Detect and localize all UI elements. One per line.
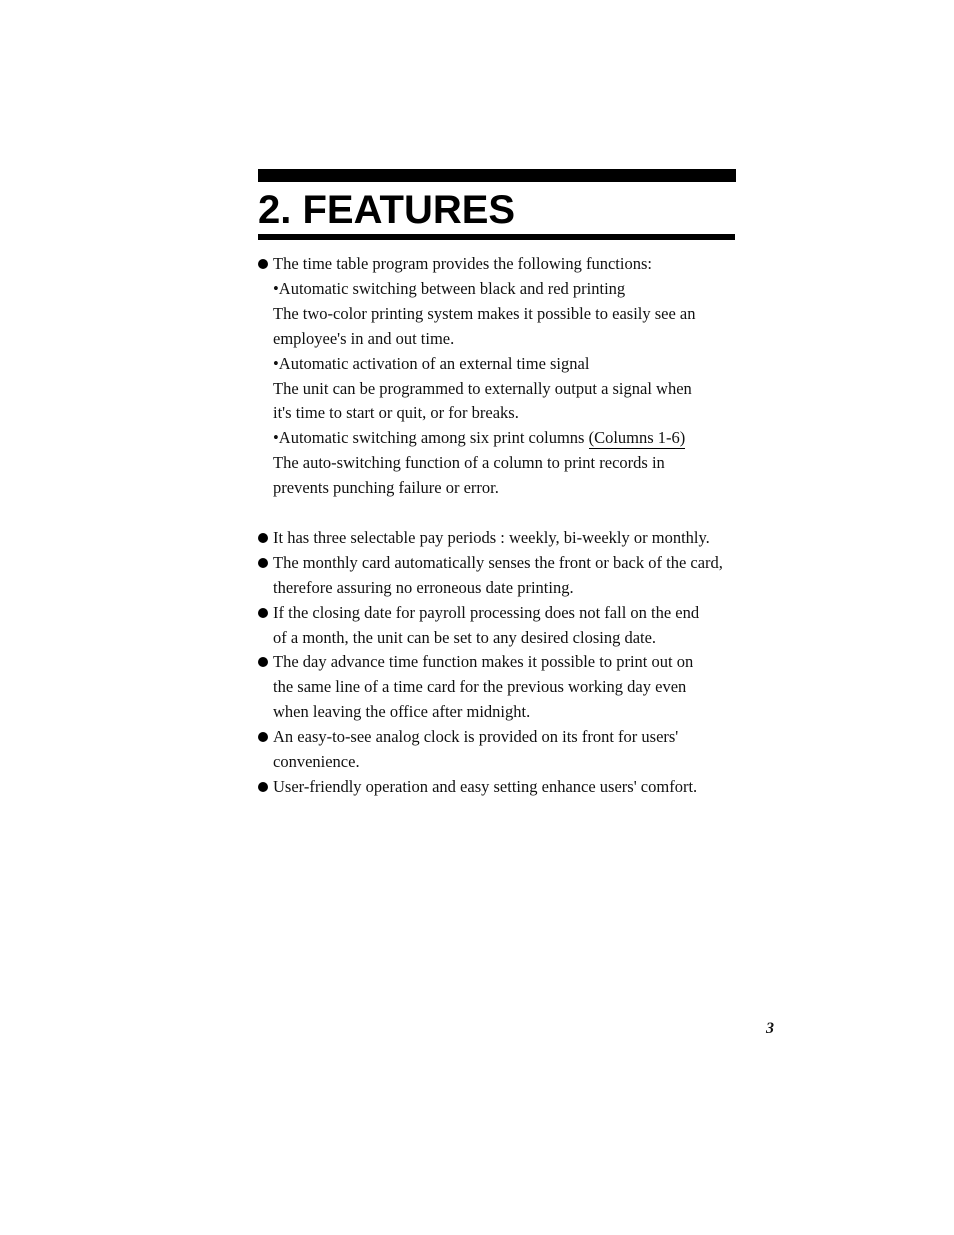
feature-item-closing-date	[258, 601, 748, 651]
page-number: 3	[766, 1020, 774, 1037]
feature-line: The time table program provides the following functions:	[273, 254, 652, 273]
feature-item-pay-periods	[258, 526, 748, 551]
feature-item-day-advance	[258, 650, 748, 725]
feature-line: the same line of a time card for the previous working day even	[273, 677, 687, 697]
feature-item-time-table	[258, 252, 748, 501]
feature-line: therefore assuring no erroneous date printing.	[273, 577, 574, 597]
feature-line: The day advance time function makes it possible to print out on	[273, 652, 694, 672]
feature-line: convenience.	[273, 752, 360, 772]
heading-bottom-rule	[258, 234, 735, 240]
bullet-dot-icon	[258, 259, 268, 269]
heading-top-rule	[258, 169, 736, 182]
columns-line-text: •Automatic switching among six print columns	[273, 428, 589, 448]
bullet-dot-icon	[258, 533, 268, 543]
bullet-dot-icon	[258, 558, 268, 568]
feature-line: employee's in and out time.	[273, 328, 455, 348]
feature-line: prevents punching failure or error.	[273, 478, 499, 498]
bullet-dot-icon	[258, 732, 268, 742]
columns-underlined-text: (Columns 1-6)	[588, 428, 686, 448]
feature-line: The unit can be programmed to externally output a signal when	[273, 378, 692, 398]
feature-line: of a month, the unit can be set to any desired closing date.	[273, 627, 657, 647]
feature-item-monthly-card	[258, 551, 748, 601]
feature-item-user-friendly	[258, 775, 748, 800]
feature-line: it's time to start or quit, or for breaks.	[273, 403, 519, 423]
feature-line: The monthly card automatically senses the front or back of the card,	[273, 552, 723, 572]
feature-line: An easy-to-see analog clock is provided on its front for users'	[273, 727, 679, 747]
feature-line: •Automatic switching between black and red printing	[273, 278, 626, 298]
feature-line: User-friendly operation and easy setting enhance users' comfort.	[273, 777, 698, 797]
features-list	[258, 252, 748, 800]
feature-line-columns	[273, 426, 748, 451]
feature-line: If the closing date for payroll processing does not fall on the end	[273, 602, 700, 622]
bullet-dot-icon	[258, 608, 268, 618]
feature-line: when leaving the office after midnight.	[273, 702, 531, 722]
feature-line: It has three selectable pay periods : weekly, bi-weekly or monthly.	[273, 527, 710, 547]
bullet-dot-icon	[258, 657, 268, 667]
paragraph-spacer	[258, 501, 748, 526]
feature-item-analog-clock	[258, 725, 748, 775]
section-title: 2. FEATURES	[258, 188, 516, 232]
feature-line: •Automatic activation of an external time signal	[273, 353, 590, 373]
feature-line: The two-color printing system makes it possible to easily see an	[273, 303, 696, 323]
bullet-dot-icon	[258, 782, 268, 792]
feature-line: The auto-switching function of a column to print records in	[273, 453, 665, 473]
